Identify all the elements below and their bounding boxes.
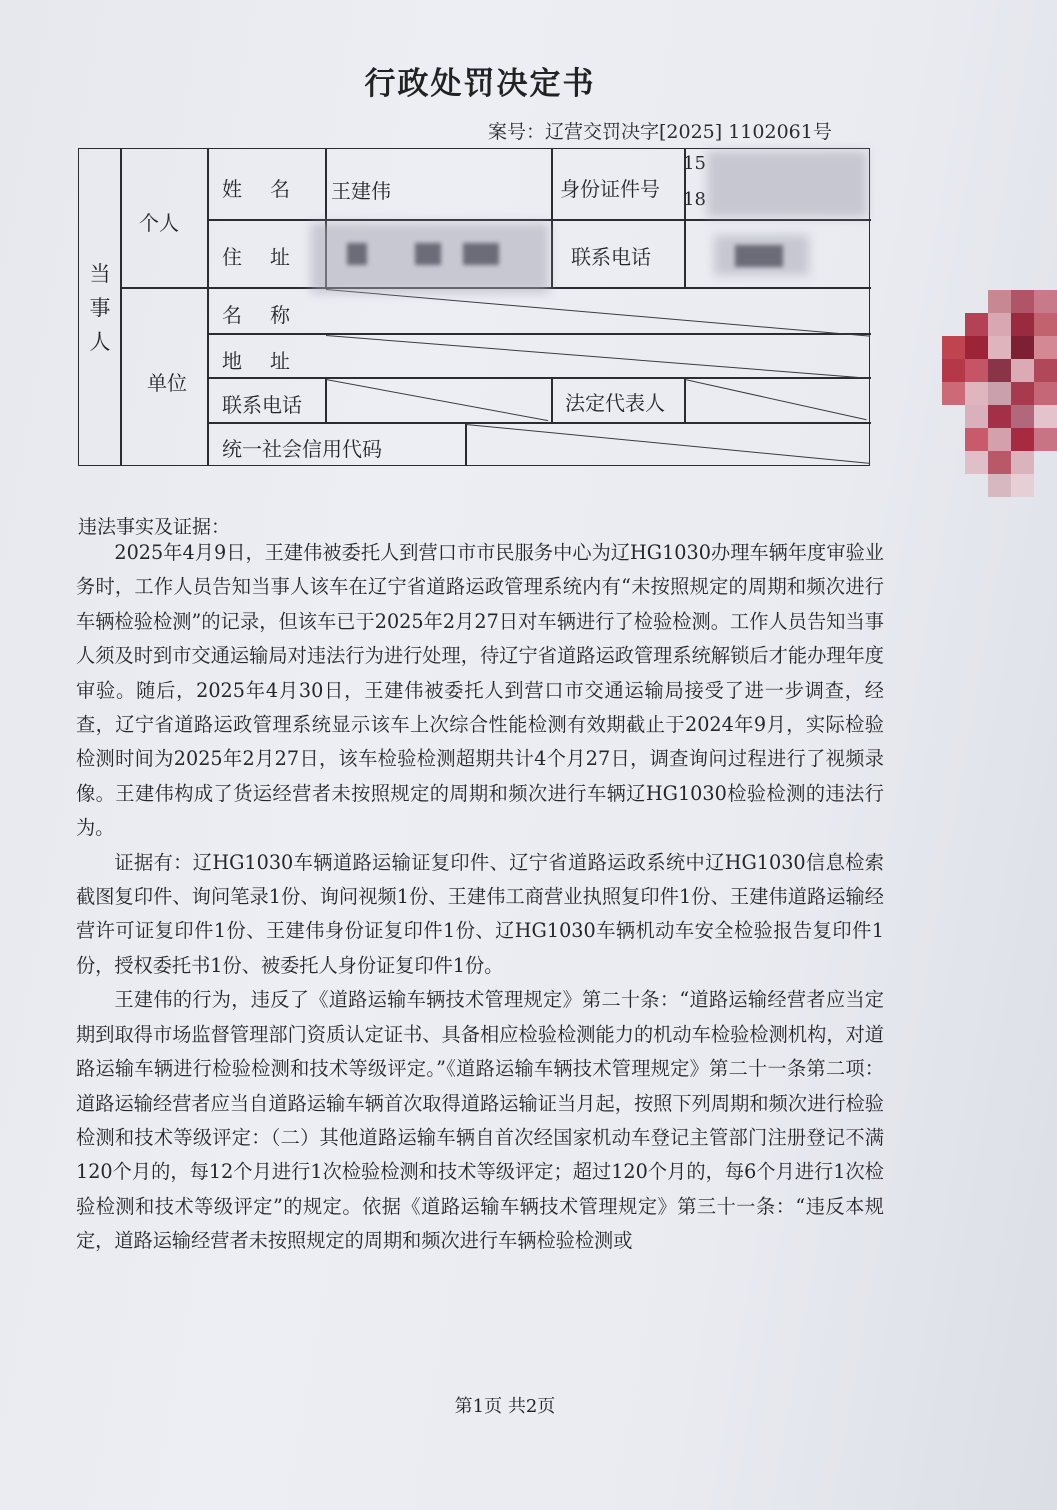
legal-rep-label: 法定代表人 — [565, 391, 665, 415]
case-number: 案号：辽营交罚决字[2025] 1102061号 — [488, 121, 832, 143]
id-label: 身份证件号 — [560, 177, 660, 201]
id-redaction — [707, 151, 867, 217]
phone-redaction-mark — [735, 245, 783, 267]
page-footer: 第1页 共2页 — [454, 1396, 556, 1417]
address-redaction-mark-2 — [415, 243, 441, 265]
unit-address-label: 地 址 — [222, 349, 294, 373]
address-redaction-mark-1 — [347, 243, 367, 265]
unit-name-label: 名 称 — [222, 303, 294, 327]
name-value: 王建伟 — [331, 179, 391, 203]
section-label-facts: 违法事实及证据： — [78, 516, 231, 538]
id-value-partial-2: 18 — [683, 189, 706, 210]
document-title: 行政处罚决定书 — [364, 66, 596, 102]
address-redaction-mark-3 — [463, 243, 499, 265]
address-label: 住 址 — [222, 245, 294, 269]
phone-label: 联系电话 — [571, 245, 651, 269]
individual-label: 个人 — [139, 211, 179, 235]
paragraph-facts: 2025年4月9日，王建伟被委托人到营口市市民服务中心为辽HG1030办理车辆年度审验业务时，工作人员告知当事人该车在辽宁省道路运政管理系统内有“未按照规定的周期和频次进行车辆检验检测”的记录，但该车已于2025年2月27日对车辆进行了检验检测。工作人员告知当事人须及时到市交通运输局对违法行为进行处理，待辽宁省道路运政管理系统解锁后才能办理年度审验。随后，2025年4月30日，王建伟被委托人到营口市交通运输局接受了进一步调查，经查，辽宁省道路运政管理系统显示该车上次综合性能检测有效期截止于2024年9月，实际检验检测时间为2025年2月27日，该车检验检测超期共计4个月27日，调查询问过程进行了视频录像。王建伟构成了货运经营者未按照规定的周期和频次进行车辆辽HG1030检验检测的违法行为。 — [76, 541, 884, 840]
party-label: 当事人 — [89, 262, 111, 354]
paragraph-evidence: 证据有：辽HG1030车辆道路运输证复印件、辽宁省道路运政系统中辽HG1030信息检索截图复印件、询问笔录1份、询问视频1份、王建伟工商营业执照复印件1份、王建伟道路运输经营许可证复印件1份、王建伟身份证复印件1份、辽HG1030车辆机动车安全检验报告复印件1份，授权委托书1份、被委托人身份证复印件1份。 — [76, 850, 884, 977]
party-table — [78, 148, 870, 466]
unit-label: 单位 — [147, 371, 187, 395]
id-value-partial-1: 15 — [683, 153, 706, 174]
unit-phone-label: 联系电话 — [222, 393, 302, 417]
name-label: 姓 名 — [222, 177, 294, 201]
official-seal-redacted — [942, 290, 1057, 520]
body-text — [76, 536, 884, 1259]
credit-code-label: 统一社会信用代码 — [222, 437, 382, 461]
paragraph-violation: 王建伟的行为，违反了《道路运输车辆技术管理规定》第二十条：“道路运输经营者应当定期到取得市场监督管理部门资质认定证书、具备相应检验检测能力的机动车检验检测机构，对道路运输车辆进行检验检测和技术等级评定。”《道路运输车辆技术管理规定》第二十一条第二项：道路运输经营者应当自道路运输车辆首次取得道路运输证当月起，按照下列周期和频次进行检验检测和技术等级评定：（二）其他道路运输车辆自首次经国家机动车登记主管部门注册登记不满120个月的，每12个月进行1次检验检测和技术等级评定；超过120个月的，每6个月进行1次检验检测和技术等级评定”的规定。依据《道路运输车辆技术管理规定》第三十一条：“违反本规定，道路运输经营者未按照规定的周期和频次进行车辆检验检测或 — [76, 988, 884, 1253]
